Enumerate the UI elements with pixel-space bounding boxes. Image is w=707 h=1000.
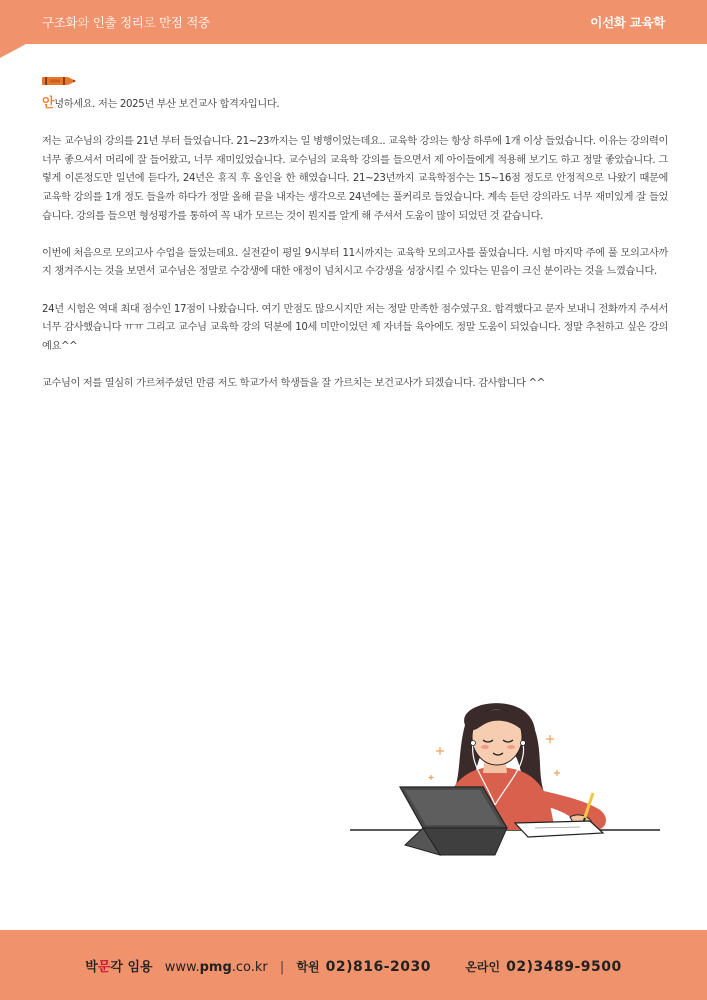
greeting-line	[42, 95, 668, 115]
brand-logo-part-a: 박	[85, 960, 98, 975]
brand-logo-part-d: 임용	[122, 960, 153, 975]
greeting-text: 녕하세요. 저는 2025년 부산 보건교사 합격자입니다.	[54, 99, 280, 110]
paragraph-2: 이번에 처음으로 모의고사 수업을 들었는데요. 실전같이 평일 9시부터 11시까지는 교육학 모의고사를 풀었습니다. 시험 마지막 주에 풀 모의고사까지 챙겨주시는 것을 보면서 교수님은 정말로 수강생에 대한 애정이 넘치시고 수강생을 성장시킬 수 있다는 믿음이 크신 분이라는 것을 느꼈습니다.	[42, 247, 668, 278]
url-suffix: .co.kr	[231, 960, 268, 975]
brand-logo-part-b: 문	[97, 960, 111, 975]
footer-contact-row	[0, 956, 707, 975]
slogan-retrieval: 인출 정리	[92, 15, 144, 30]
slogan-connector-1: 와	[77, 15, 93, 30]
testimonial-letter	[42, 95, 668, 412]
header-fold-decoration	[0, 44, 26, 58]
website-link[interactable]	[165, 960, 268, 975]
brand-logo[interactable]	[85, 960, 152, 975]
footer-separator: |	[279, 960, 285, 975]
header-slogan	[42, 13, 210, 31]
paragraph-1: 저는 교수님의 강의를 21년 부터 들었습니다. 21~23까지는 일 병행이었는데요.. 교육학 강의는 항상 하루에 1개 이상 들었습니다. 이유는 강의력이 너무 좋으셔서 머리에 잘 들어왔고, 너무 재미있었습니다. 교수님의 교육학 강의를 들으면서 제 아이들에게 적용해 보기도 하고 정말 좋았습니다. 그렇게 이론정도만 일년에 듣다가, 24년은 휴직 후 올인을 한 해였습니다. 21~23년까지 교육학점수는 15~16점 정도로 안정적으로 나왔기 때문에 교육학 강의를 1개 정도 들을까 하다가 정말 올해 끝을 내자는 생각으로 24년에는 풀커리로 들었습니다. 계속 듣던 강의라도 너무 재미있게 잘 들었습니다. 강의를 들으면 형성평가를 통하여 꼭 내가 모르는 것이 뭔지를 알게 해 주셔서 도움이 많이 되었던 것 같습니다.	[42, 136, 668, 222]
dropcap-letter: 안	[42, 96, 55, 111]
academy-phone[interactable]: 02)816-2030	[325, 959, 432, 975]
woman-studying-illustration	[345, 695, 665, 875]
paragraph-4: 교수님이 저를 열심히 가르쳐주셨던 만큼 저도 학교가서 학생들을 잘 가르치는 보건교사가 되겠습니다. 감사합니다 ^^	[42, 377, 545, 389]
slogan-connector-2: 로	[143, 15, 160, 30]
paragraph-3: 24년 시험은 역대 최대 점수인 17점이 나왔습니다. 여기 만점도 많으시지만 저는 정말 만족한 점수였구요. 합격했다고 문자 보내니 전화까지 주셔서 너무 감사했습니다 ㅠㅠ 그리고 교수님 교육학 강의 덕분에 10세 미만이었던 제 자녀들 육아에도 정말 도움이 되었습니다. 정말 추천하고 싶은 강의예요^^	[42, 303, 668, 352]
academy-label: 학원	[296, 960, 320, 974]
url-prefix: www.	[164, 960, 200, 975]
slogan-perfect: 만점 적중	[159, 15, 210, 30]
header-bar	[0, 0, 707, 44]
online-label: 온라인	[465, 960, 501, 974]
url-domain: pmg	[199, 960, 232, 975]
brand-logo-part-c: 각	[110, 960, 123, 975]
header-course-title: 이선화 교육학	[590, 15, 665, 30]
online-phone[interactable]: 02)3489-9500	[506, 959, 622, 975]
crayon-icon	[42, 76, 76, 86]
slogan-structure: 구조화	[42, 15, 78, 30]
footer-bar	[0, 930, 707, 1000]
